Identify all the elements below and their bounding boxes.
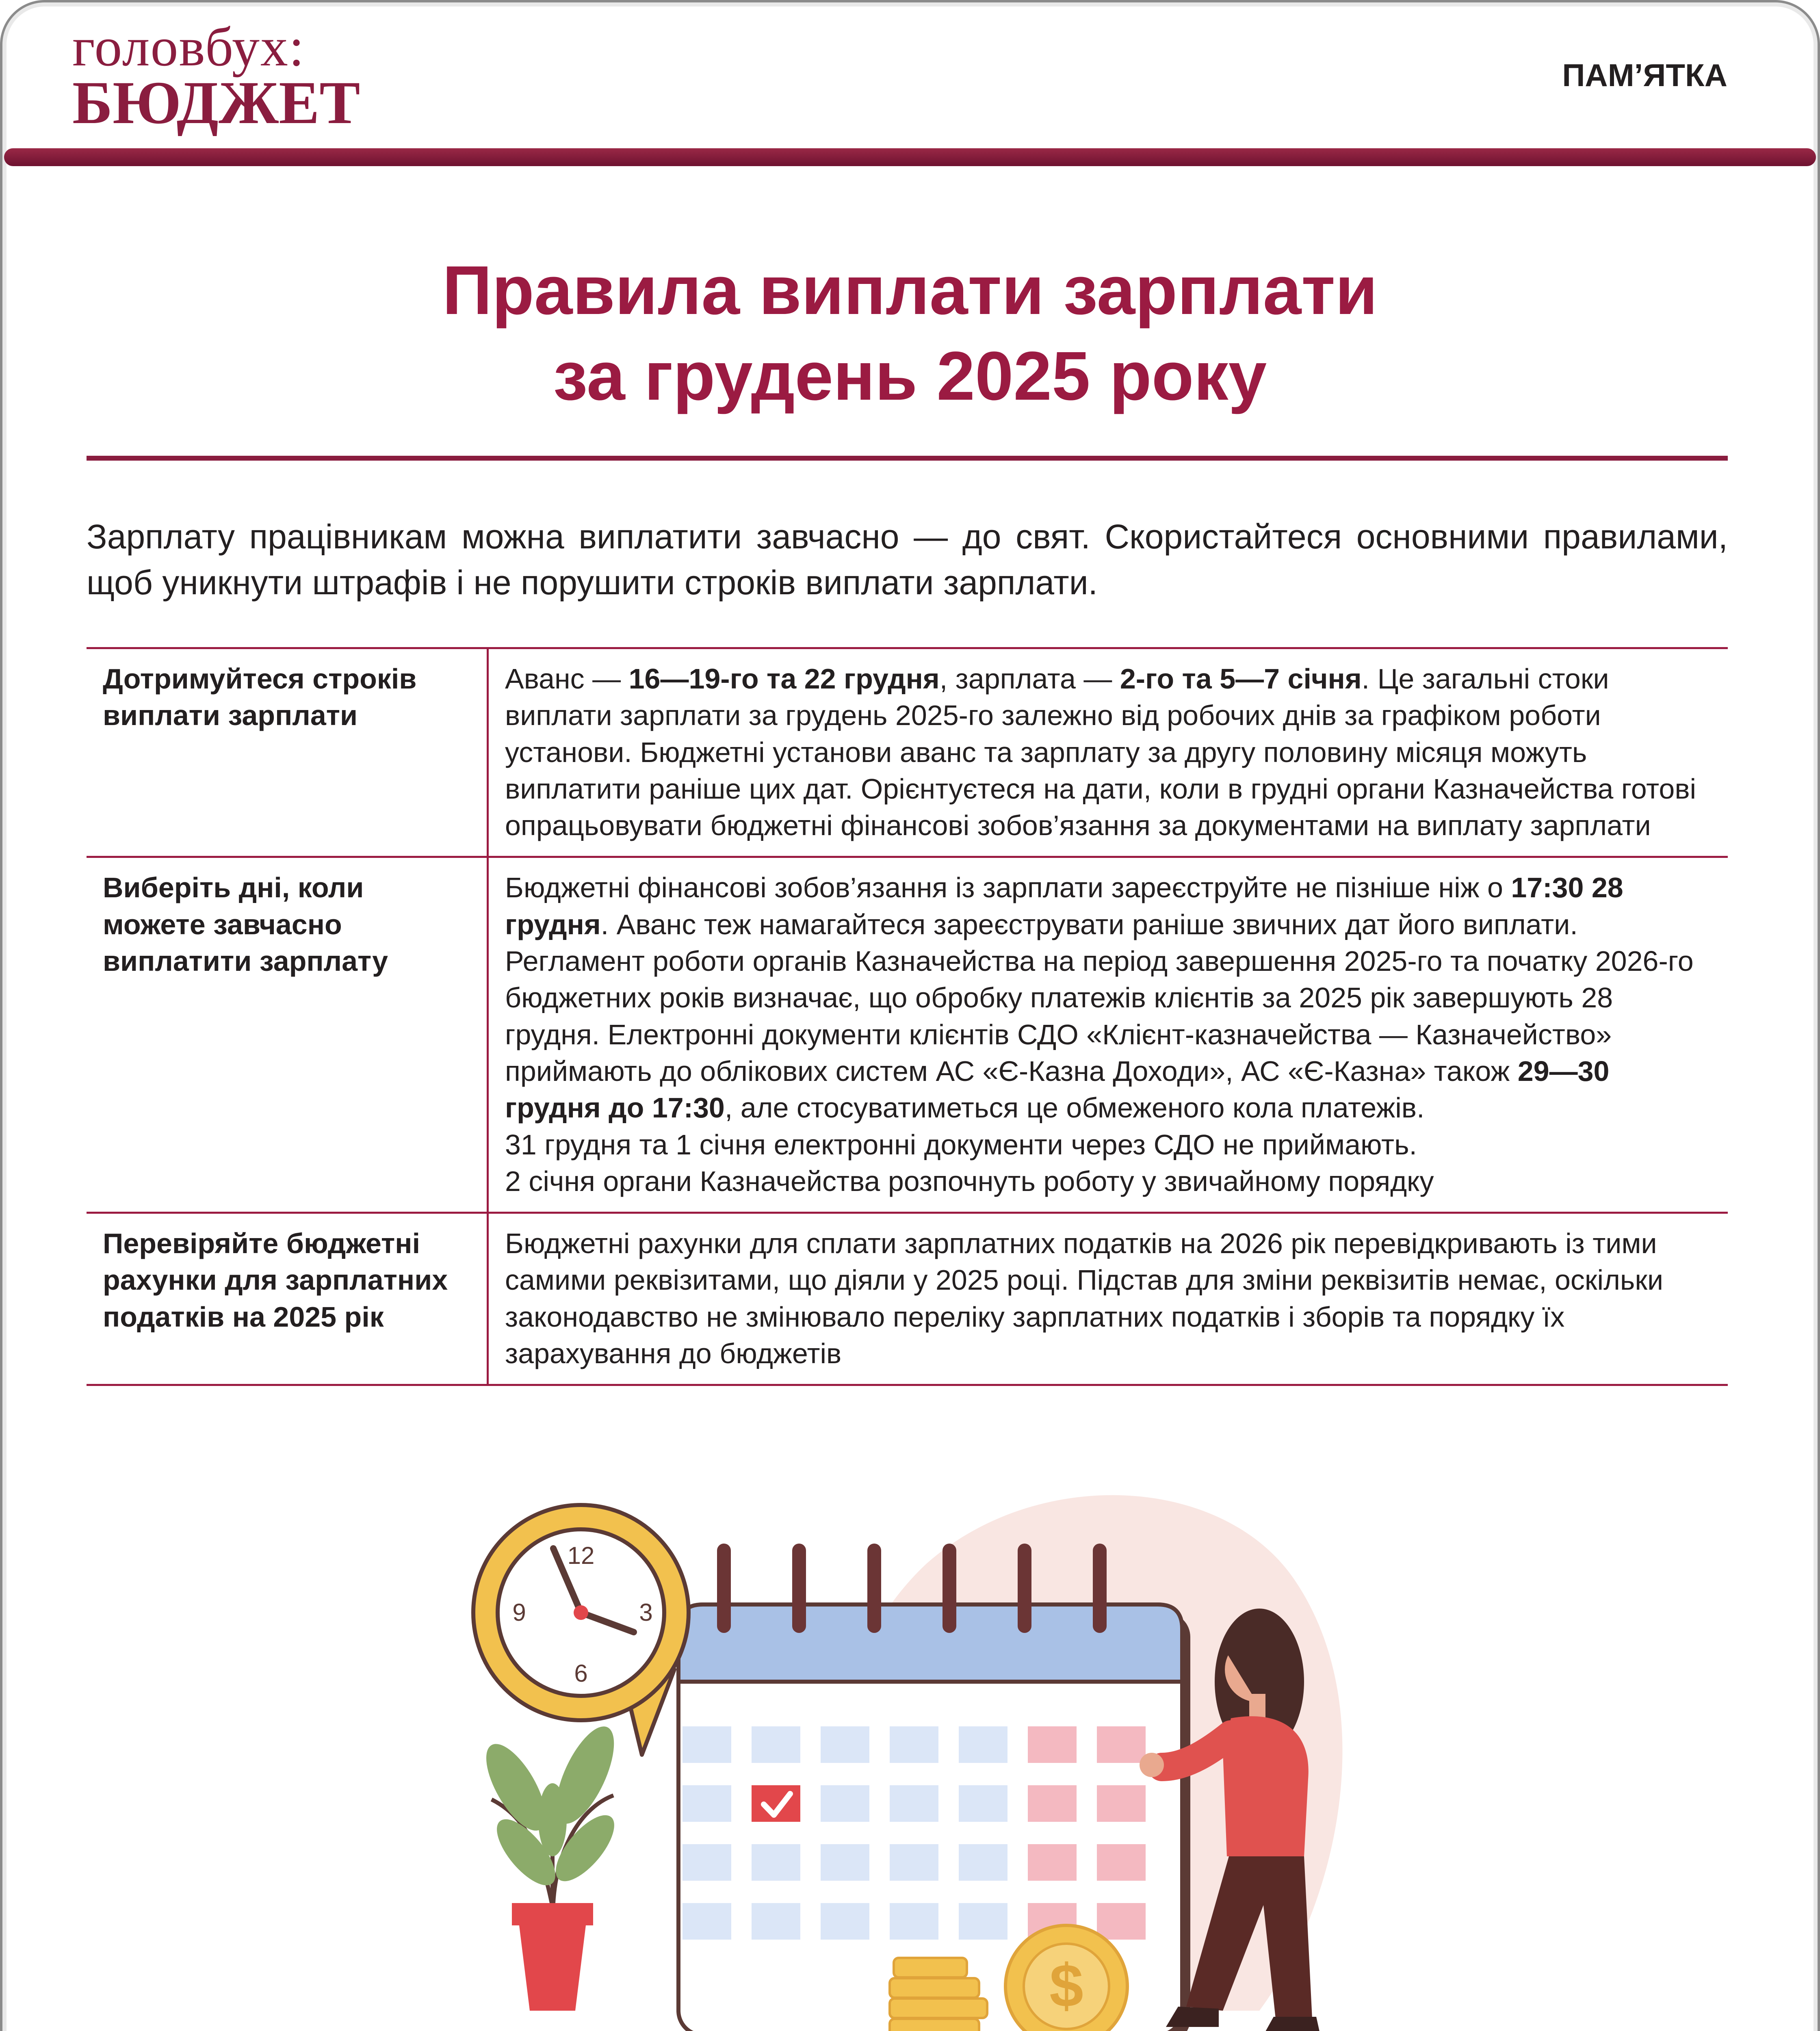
document-type: ПАМ’ЯТКА [1562, 57, 1727, 93]
bold-dates: 16—19-го та 22 грудня [628, 663, 940, 695]
svg-text:6: 6 [574, 1660, 588, 1687]
dollar-icon: $ [1049, 1951, 1083, 2020]
row-label: Виберіть дні, коли можете завчасно виплатити зарплату [87, 857, 488, 1213]
page-title [0, 248, 1820, 419]
logo-line1: головбух: [72, 17, 305, 78]
header [0, 0, 1820, 154]
rules-table [87, 647, 1728, 1386]
svg-text:9: 9 [512, 1599, 526, 1626]
table-row [87, 857, 1728, 1213]
plant-icon [474, 1719, 626, 2011]
logo-line2: БЮДЖЕТ [72, 69, 360, 136]
intro-paragraph: Зарплату працівникам можна виплатити завчасно — до свят. Скористайтеся основними правилами, щоб уникнути штрафів і не порушити строків виплати зарплати. [87, 517, 1728, 602]
row-label: Перевіряйте бюджетні рахунки для зарплатних податків на 2025 рік [87, 1213, 488, 1385]
svg-text:3: 3 [639, 1599, 653, 1626]
row-text: Бюджетні фінансові зобов’язання із зарплати зареєструйте не пізніше ніж о 17:30 28 грудня. Аванс теж намагайтеся зареєструвати раніше звичних дат його виплати. Регламент роботи органів Казначейства на період завершення 2025-го та початку 2026-го бюджетних років визначає, що обробку платежів клієнтів за 2025 рік завершують 28 грудня. Електронні документи клієнтів СДО «Клієнт-казначейства — Казначейство» приймають до облікових систем АС «Є-Казна Доходи», АС «Є-Казна» також 29—30 грудня до 17:30, але стосуватиметься це обмеженого кола платежів. 31 грудня та 1 січня електронні документи через СДО не приймають. 2 січня органи Казначейства розпочнуть роботу у звичайному порядку [505, 872, 1694, 1197]
table-row [87, 1213, 1728, 1385]
header-band [4, 148, 1816, 166]
row-text: Аванс — 16—19-го та 22 грудня, зарплата — 2-го та 5—7 січня. Це загальні стоки виплати зарплати за грудень 2025-го залежно від робочих днів за графіком роботи установи. Бюджетні установи аванс та зарплату за другу половину місяця можуть виплатити раніше цих дат. Орієнтуєтеся на дати, коли в грудні органи Казначейства готові опрацьовувати бюджетні фінансові зобов’язання за документами на виплату зарплати [505, 663, 1696, 842]
title-line1: Правила виплати зарплати [442, 252, 1378, 329]
row-text: Бюджетні рахунки для сплати зарплатних податків на 2026 рік перевідкривають із тими самими реквізитами, що діяли у 2025 році. Підстав для зміни реквізитів немає, оскільки законодавство не змінювало переліку зарплатних податків і зборів та порядку їх зарахування до бюджетів [505, 1228, 1664, 1370]
bold-dates: 29—30 грудня до 17:30 [505, 1055, 1610, 1124]
clock-icon [473, 1505, 689, 1755]
bold-dates: 2-го та 5—7 січня [1120, 663, 1362, 695]
bold-dates: 17:30 28 грудня [505, 872, 1623, 940]
calendar-illustration [447, 1442, 1402, 2031]
svg-text:12: 12 [567, 1542, 595, 1569]
title-divider [87, 456, 1728, 461]
title-line2: за грудень 2025 року [553, 337, 1267, 415]
table-row [87, 648, 1728, 857]
row-label: Дотримуйтеся строків виплати зарплати [87, 648, 488, 857]
